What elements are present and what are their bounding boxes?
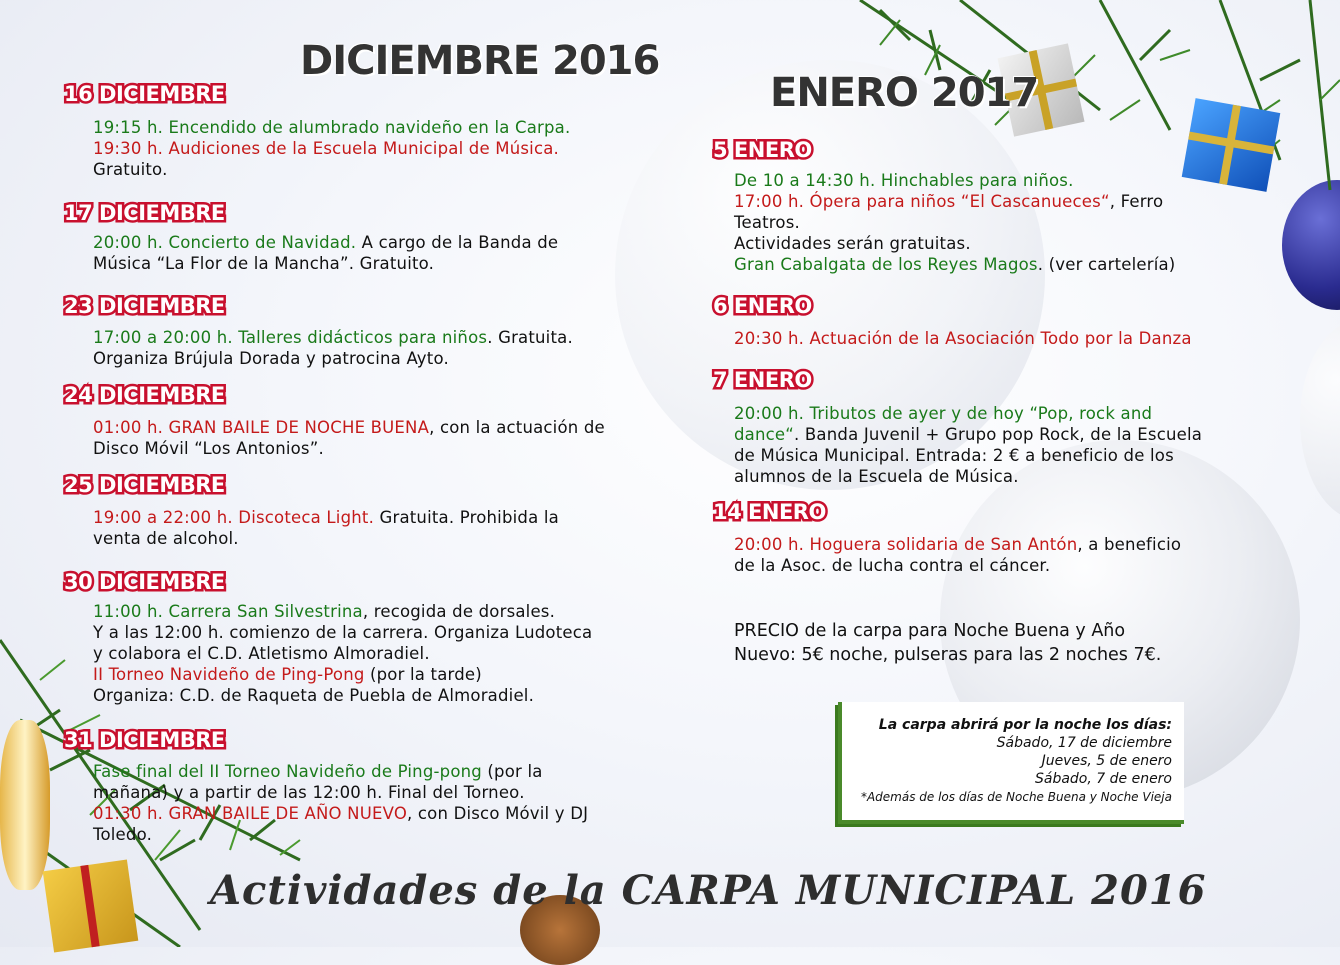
night-opening-note <box>838 702 1184 824</box>
event-line <box>734 170 1304 191</box>
event-text: 19:15 h. Encendido de alumbrado navideño en la Carpa. <box>93 118 571 137</box>
event-line <box>93 232 653 253</box>
event-line <box>734 212 1304 233</box>
event-text: Gran Cabalgata de los Reyes Magos <box>734 255 1038 274</box>
event-text: y colabora el C.D. Atletismo Almoradiel. <box>93 644 430 663</box>
event-block-24-dic <box>93 417 653 459</box>
date-badge-14-ene: 14 ENERO <box>713 500 826 524</box>
event-line <box>734 555 1304 576</box>
date-badge-16-dic: 16 DICIEMBRE <box>64 82 225 106</box>
event-text: 17:00 h. Ópera para niños “El Cascanueces“ <box>734 192 1110 211</box>
event-line <box>734 233 1304 254</box>
event-text: 19:30 h. Audiciones de la Escuela Municipal de Música. <box>93 139 559 158</box>
event-text: 20:30 h. Actuación de la Asociación Todo por la Danza <box>734 329 1192 348</box>
event-line <box>93 138 653 159</box>
event-block-30-dic <box>93 601 653 706</box>
event-text: Gratuito. <box>93 160 168 179</box>
event-text: de Música Municipal. Entrada: 2 € a beneficio de los <box>734 446 1174 465</box>
event-text: (por la <box>481 762 543 781</box>
event-text: . <box>318 439 324 458</box>
event-text: mañana) y a partir de las <box>93 783 313 802</box>
event-text: Música “La Flor de la Mancha”. Gratuito. <box>93 254 435 273</box>
event-text: Disco Móvil “Los Antonios” <box>93 439 319 458</box>
event-text: Toledo. <box>93 825 153 844</box>
event-block-16-dic <box>93 117 653 180</box>
note-footnote: *Además de los días de Noche Buena y Noche Vieja <box>860 790 1172 804</box>
note-day-2: Jueves, 5 de enero <box>1041 753 1172 769</box>
event-block-7-ene <box>734 403 1304 487</box>
event-line <box>734 534 1304 555</box>
price-info <box>734 619 1274 667</box>
event-text: 17:00 a 20:00 h. Talleres didácticos para niños <box>93 328 488 347</box>
event-line <box>93 601 653 622</box>
event-text: , Ferro <box>1109 192 1164 211</box>
event-line <box>93 117 653 138</box>
event-line <box>93 643 653 664</box>
event-text: , con la actuación de <box>429 418 605 437</box>
event-block-31-dic <box>93 761 653 845</box>
event-line <box>93 159 653 180</box>
date-badge-30-dic: 30 DICIEMBRE <box>64 570 225 594</box>
event-text: 20:00 h. Hoguera solidaria de San Antón <box>734 535 1078 554</box>
event-line <box>734 445 1304 466</box>
event-line <box>93 622 653 643</box>
event-text: 20:00 h. Tributos de ayer y de hoy “Pop, rock and <box>734 404 1153 423</box>
event-line <box>734 403 1304 424</box>
event-text: 01:30 h. GRAN BAILE DE AÑO NUEVO <box>93 804 408 823</box>
event-line <box>734 424 1304 445</box>
event-line <box>93 824 653 845</box>
event-text: . Banda Juvenil + Grupo pop Rock, de la Escuela <box>794 425 1203 444</box>
event-text: 12:00 h. comienzo de la carrera <box>153 623 424 642</box>
date-badge-5-ene: 5 ENERO <box>713 138 812 162</box>
event-text: Organiza Brújula Dorada y patrocina Ayto. <box>93 349 449 368</box>
event-block-23-dic <box>93 327 653 369</box>
event-text: 01:00 h. GRAN BAILE DE NOCHE BUENA <box>93 418 430 437</box>
december-heading: DICIEMBRE 2016 <box>300 38 660 84</box>
event-text: venta de alcohol. <box>93 529 239 548</box>
event-line <box>734 191 1304 212</box>
date-badge-17-dic: 17 DICIEMBRE <box>64 201 225 225</box>
event-line <box>93 348 653 369</box>
date-badge-6-ene: 6 ENERO <box>713 294 812 318</box>
event-text: . Gratuita. <box>487 328 573 347</box>
event-text: Teatros. <box>734 213 800 232</box>
gold-ornament-icon <box>0 720 50 890</box>
event-text: 11:00 h. Carrera San Silvestrina <box>93 602 363 621</box>
event-line <box>93 507 653 528</box>
event-text: 12:00 h. Final del Torneo <box>312 783 520 802</box>
event-block-25-dic <box>93 507 653 549</box>
event-text: 20:00 h. Concierto de Navidad. <box>93 233 357 252</box>
note-day-3: Sábado, 7 de enero <box>1034 771 1172 787</box>
event-text: De 10 a 14:30 h. Hinchables para niños. <box>734 171 1074 190</box>
event-line <box>93 685 653 706</box>
date-badge-31-dic: 31 DICIEMBRE <box>64 728 225 752</box>
event-text: , con Disco Móvil y DJ <box>407 804 589 823</box>
note-day-1: Sábado, 17 de diciembre <box>996 735 1172 751</box>
event-text: de la Asoc. de lucha contra el cáncer. <box>734 556 1051 575</box>
event-text: . <box>519 783 525 802</box>
event-line <box>734 466 1304 487</box>
event-text: (por la tarde) <box>364 665 482 684</box>
event-text: II Torneo Navideño de Ping-Pong <box>93 665 365 684</box>
note-title: La carpa abrirá por la noche los días: <box>878 717 1172 733</box>
event-text: Actividades serán gratuitas. <box>734 234 971 253</box>
event-text: alumnos de la Escuela de Música. <box>734 467 1019 486</box>
event-line <box>93 782 653 803</box>
event-text: . (ver cartelería) <box>1037 255 1176 274</box>
footer-title: Actividades de la CARPA MUNICIPAL 2016 <box>210 867 1207 914</box>
event-text: Gratuita. Prohibida la <box>374 508 559 527</box>
event-text: 19:00 a 22:00 h. Discoteca Light. <box>93 508 375 527</box>
date-badge-7-ene: 7 ENERO <box>713 368 812 392</box>
event-block-17-dic <box>93 232 653 274</box>
event-block-6-ene <box>734 328 1304 349</box>
date-badge-24-dic: 24 DICIEMBRE <box>64 383 225 407</box>
event-line <box>93 761 653 782</box>
event-text: A cargo de la Banda de <box>356 233 559 252</box>
event-line <box>93 417 653 438</box>
price-line-2: Nuevo: 5€ noche, pulseras para las 2 noches 7€. <box>734 645 1162 665</box>
white-ornament-ball-right <box>1300 320 1340 520</box>
event-line <box>734 254 1304 275</box>
date-badge-25-dic: 25 DICIEMBRE <box>64 473 225 497</box>
date-badge-23-dic: 23 DICIEMBRE <box>64 294 225 318</box>
january-heading: ENERO 2017 <box>770 70 1039 116</box>
event-line <box>93 438 653 459</box>
event-block-5-ene <box>734 170 1304 275</box>
price-line-1: PRECIO de la carpa para Noche Buena y Año <box>734 621 1126 641</box>
event-line <box>734 328 1304 349</box>
event-text: Organiza: C.D. de Raqueta de Puebla de Almoradiel. <box>93 686 535 705</box>
event-line <box>93 327 653 348</box>
event-text: dance“ <box>734 425 795 444</box>
event-text: , a beneficio <box>1077 535 1182 554</box>
event-text: Fase final del II Torneo Navideño de Ping-pong <box>93 762 482 781</box>
event-text: Y a las <box>93 623 154 642</box>
event-text: , recogida de dorsales. <box>362 602 556 621</box>
event-line <box>93 664 653 685</box>
event-line <box>93 803 653 824</box>
event-line <box>93 253 653 274</box>
event-text: . Organiza Ludoteca <box>423 623 593 642</box>
event-line <box>93 528 653 549</box>
event-block-14-ene <box>734 534 1304 576</box>
gold-gift-icon <box>43 859 139 952</box>
